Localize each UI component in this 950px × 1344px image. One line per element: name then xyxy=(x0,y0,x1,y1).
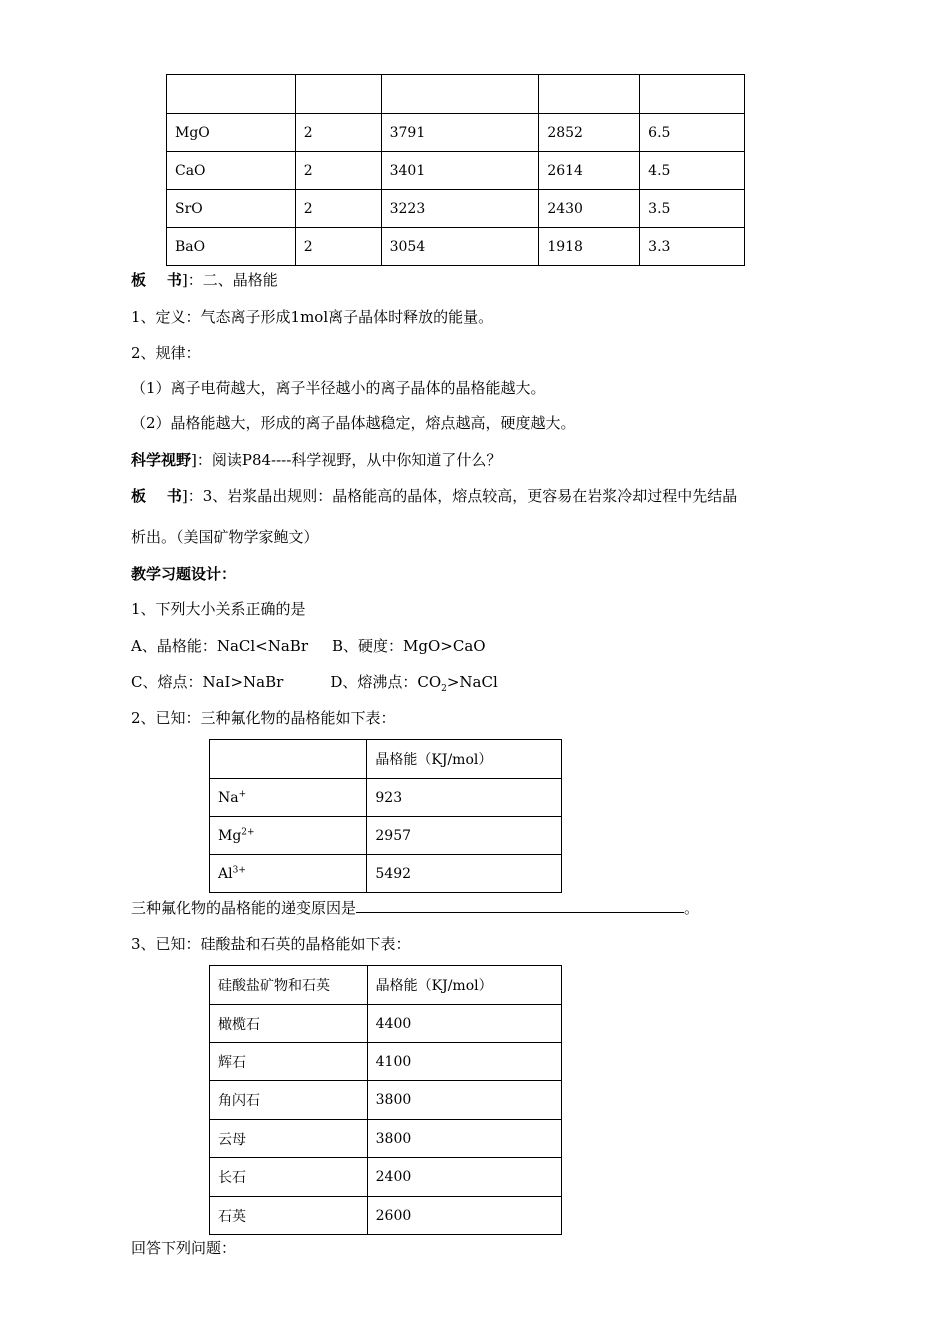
exercise-heading: 教学习题设计： xyxy=(131,565,237,583)
board-note-lattice-energy xyxy=(131,270,278,290)
table-cell: 云母 xyxy=(210,1120,368,1158)
question-2-answer-line xyxy=(131,898,699,918)
table-cell xyxy=(210,779,367,817)
ion-charge: 3+ xyxy=(232,864,246,875)
ion-charge: 2+ xyxy=(241,826,255,837)
table-cell: 长石 xyxy=(210,1158,368,1197)
table-cell: MgO xyxy=(167,114,296,152)
table-row xyxy=(167,75,745,114)
ion-symbol: Na xyxy=(218,789,239,806)
table-header-cell: 硅酸盐矿物和石英 xyxy=(210,966,368,1005)
table-header-row xyxy=(210,966,562,1005)
table-cell xyxy=(539,75,640,114)
silicate-table xyxy=(209,965,562,1235)
table-header-cell xyxy=(210,740,367,779)
table-row xyxy=(167,228,745,266)
table-header-cell: 晶格能（KJ/mol） xyxy=(367,966,561,1005)
definition-line: 1、定义：气态离子形成1mol离子晶体时释放的能量。 xyxy=(131,308,494,326)
table-row xyxy=(210,1081,562,1120)
table-cell: 5492 xyxy=(367,855,562,893)
table-cell: 石英 xyxy=(210,1197,368,1235)
table-row xyxy=(210,817,562,855)
question-1-options-ab xyxy=(131,636,486,656)
rule-1: （1）离子电荷越大，离子半径越小的离子晶体的晶格能越大。 xyxy=(131,379,546,397)
subscript: 2 xyxy=(441,684,447,694)
table-row xyxy=(210,1120,562,1158)
table-cell: 角闪石 xyxy=(210,1081,368,1120)
table-cell: 4.5 xyxy=(640,152,745,190)
table-cell: 2 xyxy=(295,152,381,190)
table-row xyxy=(210,855,562,893)
table-header-row xyxy=(210,740,562,779)
table-cell: 2600 xyxy=(367,1197,561,1235)
table-cell: 2614 xyxy=(539,152,640,190)
table-row xyxy=(167,190,745,228)
table-row xyxy=(210,1197,562,1235)
question-2-stem: 2、已知：三种氟化物的晶格能如下表： xyxy=(131,709,396,727)
table-cell: CaO xyxy=(167,152,296,190)
table-row xyxy=(167,152,745,190)
option-d: D、熔沸点：CO xyxy=(330,673,442,691)
table-cell: 2 xyxy=(295,114,381,152)
table-cell: 3800 xyxy=(367,1081,561,1120)
board-text: ]：3、岩浆晶出规则：晶格能高的晶体，熔点较高，更容易在岩浆冷却过程中先结晶 xyxy=(181,487,738,505)
table-cell: 3800 xyxy=(367,1120,561,1158)
table-row xyxy=(210,779,562,817)
table-cell: 橄榄石 xyxy=(210,1005,368,1043)
table-cell: 3.3 xyxy=(640,228,745,266)
table-cell: 1918 xyxy=(539,228,640,266)
table-cell xyxy=(210,855,367,893)
table-cell: 2 xyxy=(295,190,381,228)
answer-end: 。 xyxy=(684,899,700,917)
rule-2: （2）晶格能越大，形成的离子晶体越稳定，熔点越高，硬度越大。 xyxy=(131,414,576,432)
option-b: B、硬度：MgO>CaO xyxy=(332,637,486,655)
question-3-stem: 3、已知：硅酸盐和石英的晶格能如下表： xyxy=(131,935,411,953)
table-cell: 2957 xyxy=(367,817,562,855)
board-label: 板 书 xyxy=(131,487,182,505)
table-cell xyxy=(167,75,296,114)
question-1-options-cd xyxy=(131,672,498,692)
option-a: A、晶格能：NaCl<NaBr xyxy=(131,637,309,655)
table-cell: 2 xyxy=(295,228,381,266)
answer-blank[interactable] xyxy=(356,898,684,913)
table-cell: SrO xyxy=(167,190,296,228)
question-1-stem: 1、下列大小关系正确的是 xyxy=(131,600,306,618)
option-d-tail: >NaCl xyxy=(446,673,498,691)
table-row xyxy=(210,1005,562,1043)
table-cell xyxy=(210,817,367,855)
rule-title: 2、规律： xyxy=(131,344,201,362)
table-row xyxy=(210,1043,562,1081)
science-view-line xyxy=(131,450,501,470)
table-cell: BaO xyxy=(167,228,296,266)
table-cell: 3791 xyxy=(381,114,539,152)
table-cell: 2400 xyxy=(367,1158,561,1197)
oxide-table xyxy=(166,74,745,266)
board-note-continuation: 析出。（美国矿物学家鲍文） xyxy=(131,528,319,546)
table-row xyxy=(210,1158,562,1197)
table-cell: 3401 xyxy=(381,152,539,190)
table-cell xyxy=(295,75,381,114)
table-row xyxy=(167,114,745,152)
table-cell: 4100 xyxy=(367,1043,561,1081)
table-cell: 923 xyxy=(367,779,562,817)
table-header-cell: 晶格能（KJ/mol） xyxy=(367,740,562,779)
table-cell: 4400 xyxy=(367,1005,561,1043)
table-cell: 3054 xyxy=(381,228,539,266)
table-cell: 3.5 xyxy=(640,190,745,228)
table-cell xyxy=(640,75,745,114)
option-c: C、熔点：NaI>NaBr xyxy=(131,673,284,691)
answer-heading: 回答下列问题： xyxy=(131,1239,237,1257)
board-label: 板 书 xyxy=(131,271,182,289)
answer-prompt: 三种氟化物的晶格能的递变原因是 xyxy=(131,899,357,917)
ion-charge: + xyxy=(238,788,247,799)
ion-symbol: Mg xyxy=(218,827,242,844)
science-text: ]：阅读P84----科学视野，从中你知道了什么？ xyxy=(191,451,502,469)
ion-symbol: Al xyxy=(218,865,233,882)
science-label: 科学视野 xyxy=(131,451,192,469)
table-cell: 6.5 xyxy=(640,114,745,152)
table-cell: 3223 xyxy=(381,190,539,228)
board-note-magma xyxy=(131,486,737,506)
fluoride-table xyxy=(209,739,562,893)
board-text: ]：二、晶格能 xyxy=(181,271,278,289)
table-cell: 2852 xyxy=(539,114,640,152)
table-cell: 2430 xyxy=(539,190,640,228)
table-cell xyxy=(381,75,539,114)
table-cell: 辉石 xyxy=(210,1043,368,1081)
